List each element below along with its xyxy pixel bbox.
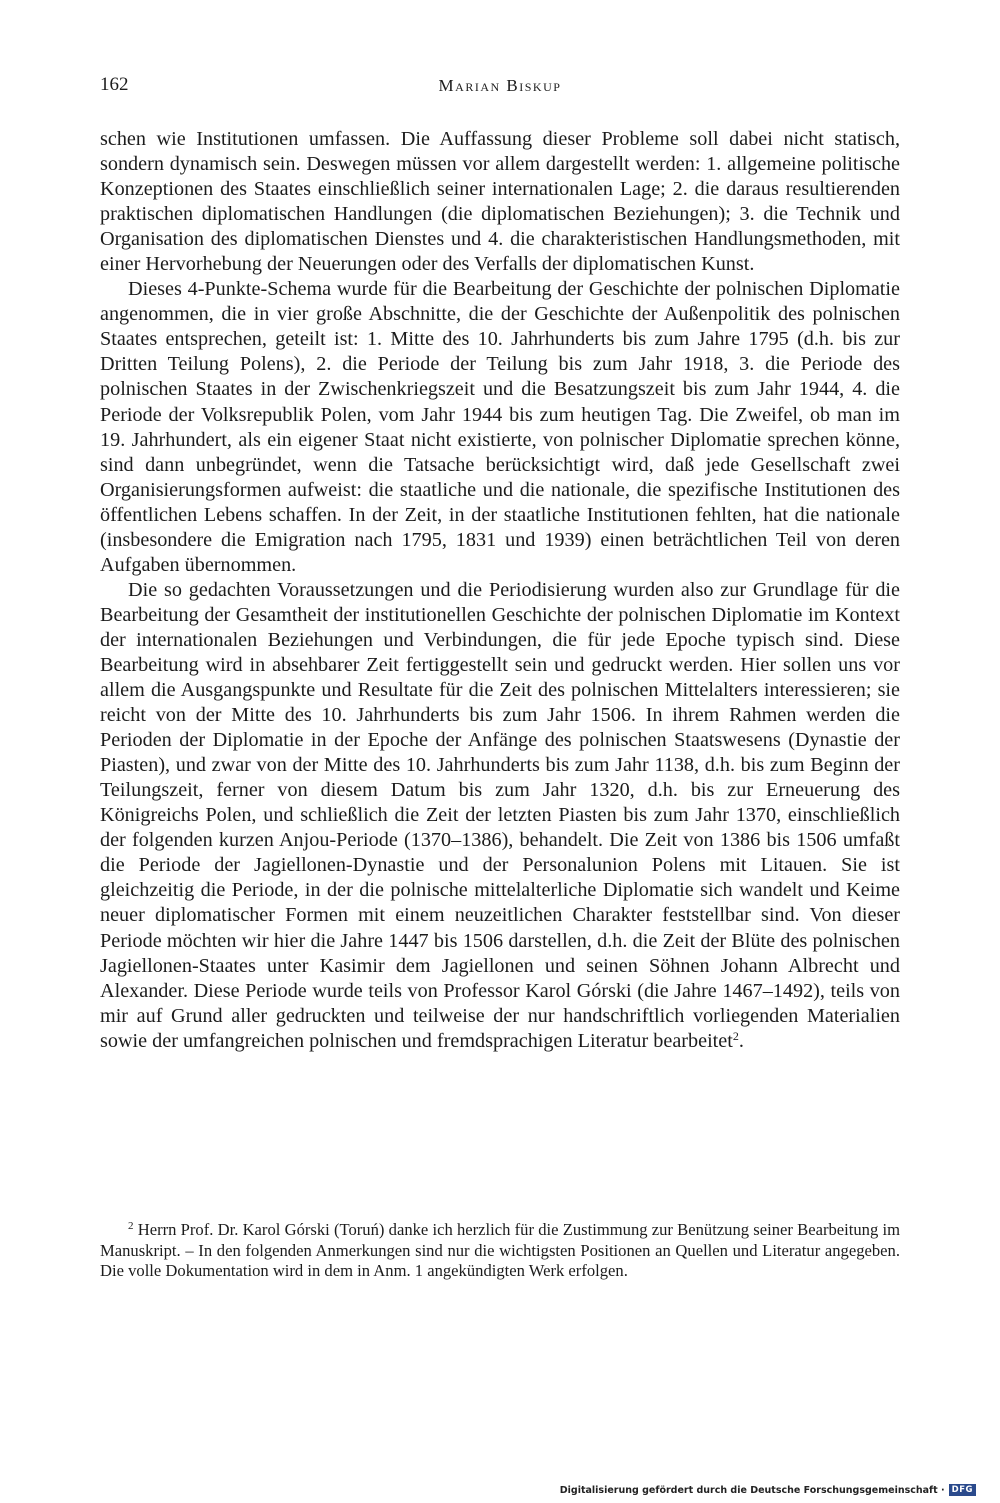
body-text bbox=[100, 127, 900, 1054]
footnote-reference: 2 bbox=[732, 1028, 739, 1043]
paragraph-2: Dieses 4-Punkte-Schema wurde für die Bearbeitung der Geschichte der polnischen Diplomatie angenommen, die in vier große Abschnitte, die der Geschichte der Außenpolitik des polnischen Staates entsprechen, geteilt ist: 1. Mitte des 10. Jahrhunderts bis zum Jahre 1795 (d.h. bis zur Dritten Teilung Polens), 2. die Periode der Teilung bis zum Jahr 1918, 3. die Periode des polnischen Staates in der Zwischenkriegszeit und die Besatzungszeit bis zum Jahr 1944, 4. die Periode der Volksrepublik Polen, vom Jahr 1944 bis zum heutigen Tag. Die Zweifel, ob man im 19. Jahrhundert, als ein eigener Staat nicht existierte, von polnischer Diplomatie sprechen könne, sind dann unbegründet, wenn die Tatsache berücksichtigt wird, daß jede Gesellschaft zwei Organisierungsformen aufweist: die staatliche und die nationale, die spezifische Institutionen des öffentlichen Lebens schaffen. In der Zeit, in der staatliche Institutionen fehlten, hat die nationale (insbesondere die Emigration nach 1795, 1831 und 1939) einen beträchtlichen Teil von deren Aufgaben übernommen. bbox=[100, 278, 900, 576]
page-number: 162 bbox=[100, 74, 129, 95]
paragraph-1: schen wie Institutionen umfassen. Die Auffassung dieser Probleme soll dabei nicht statisch, sondern dynamisch sein. Deswegen müssen vor allem dargestellt werden: 1. allgemeine politische Konzeptionen des Staates einschließlich seiner internationalen Lage; 2. die daraus resultierenden praktischen diplomatischen Handlungen (die diplomatischen Beziehungen); 3. die Technik und Organisation des diplomatischen Dienstes und 4. die charakteristischen Handlungsmethoden, mit einer Hervorhebung der Neuerungen oder des Verfalls der diplomatischen Kunst. bbox=[100, 128, 900, 276]
paragraph-3: Die so gedachten Voraussetzungen und die Periodisierung wurden also zur Grundlage für die Bearbeitung der Gesamtheit der institutionellen Geschichte der polnischen Diplomatie im Kontext der internationalen Beziehungen und Verbindungen, die für jede Epoche typisch sind. Diese Bearbeitung wird in absehbarer Zeit fertiggestellt sein und gedruckt werden. Hier sollen uns vor allem die Ausgangspunkte und Resultate für die Zeit des polnischen Mittelalters interessieren; sie reicht von der Mitte des 10. Jahrhunderts bis zum Jahr 1506. In ihrem Rahmen werden die Perioden der Diplomatie in der Epoche der Anfänge des polnischen Staatswesens (Dynastie der Piasten), und zwar von der Mitte des 10. Jahrhunderts bis zum Jahr 1138, d.h. bis zum Beginn der Teilungszeit, ferner von diesem Datum bis zum Jahr 1320, d.h. bis zur Erneuerung des Königreichs Polen, und schließlich die Zeit der letzten Piasten bis zum Jahr 1370, einschließlich der folgenden kurzen Anjou-Periode (1370–1386), behandelt. Die Zeit von 1386 bis 1506 umfaßt die Periode der Jagiellonen-Dynastie und der Personalunion Polens mit Litauen. Sie ist gleichzeitig die Periode, in der die polnische mittelalterliche Diplomatie sich wandelt und Keime neuer diplomatischer Formen mit einem neuzeitlichen Charakter feststellbar sind. Von dieser Periode möchten wir hier die Jahre 1447 bis 1506 darstellen, d.h. die Zeit der Blüte des polnischen Jagiellonen-Staates unter Kasimir dem Jagiellonen und seinen Söhnen Johann Albrecht und Alexander. Diese Periode wurde teils von Professor Karol Górski (die Jahre 1467–1492), teils von mir auf Grund aller gedruckten und teilweise der nur handschriftlich vorliegenden Materialien sowie der umfangreichen polnischen und fremdsprachigen Literatur bearbeitet$^2$. bbox=[100, 578, 900, 1052]
running-head-author: Marian Biskup bbox=[438, 76, 562, 95]
dfg-logo-icon: DFG bbox=[949, 1484, 976, 1496]
footnote bbox=[100, 1220, 900, 1282]
paragraph-3-text: Die so gedachten Voraussetzungen und die Periodisierung wurden also zur Grundlage für die Bearbeitung der Gesamtheit der institutionellen Geschichte der polnischen Diplomatie im Kontext der internationalen Beziehungen und Verbindungen, die für jede Epoche typisch sind. Diese Bearbeitung wird in absehbarer Zeit fertiggestellt sein und gedruckt werden. Hier sollen uns vor allem die Ausgangspunkte und Resultate für die Zeit des polnischen Mittelalters interessieren; sie reicht von der Mitte des 10. Jahrhunderts bis zum Jahr 1506. In ihrem Rahmen werden die Perioden der Diplomatie in der Epoche der Anfänge des polnischen Staatswesens (Dynastie der Piasten), und zwar von der Mitte des 10. Jahrhunderts bis zum Jahr 1138, d.h. bis zum Beginn der Teilungszeit, ferner von diesem Datum bis zum Jahr 1320, d.h. bis zur Erneuerung des Königreichs Polen, und schließlich die Zeit der letzten Piasten bis zum Jahr 1370, einschließlich der folgenden kurzen Anjou-Periode (1370–1386), behandelt. Die Zeit von 1386 bis 1506 umfaßt die Periode der Jagiellonen-Dynastie und der Personalunion Polens mit Litauen. Sie ist gleichzeitig die Periode, in der die polnische mittelalterliche Diplomatie sich wandelt und Keime neuer diplomatischer Formen mit einem neuzeitlichen Charakter feststellbar sind. Von dieser Periode möchten wir hier die Jahre 1447 bis 1506 darstellen, d.h. die Zeit der Blüte des polnischen Jagiellonen-Staates unter Kasimir dem Jagiellonen und seinen Söhnen Johann Albrecht und Alexander. Diese Periode wurde teils von Professor Karol Górski (die Jahre 1467–1492), teils von mir auf Grund aller gedruckten und teilweise der nur handschriftlich vorliegenden Materialien sowie der umfangreichen polnischen und fremdsprachigen Literatur bearbeitet bbox=[100, 578, 900, 1052]
digitization-credit bbox=[560, 1483, 976, 1497]
footnote-marker: 2 bbox=[128, 1220, 134, 1232]
credit-text: Digitalisierung gefördert durch die Deutsche Forschungsgemeinschaft · bbox=[559, 1484, 945, 1496]
footnote-text: Herrn Prof. Dr. Karol Górski (Toruń) danke ich herzlich für die Zustimmung zur Benützung seiner Bearbeitung im Manuskript. – In den folgenden Anmerkungen sind nur die wichtigsten Positionen an Quellen und Literatur angegeben. Die volle Dokumentation wird in dem in Anm. 1 angekündigten Werk erfolgen. bbox=[100, 1220, 900, 1280]
page-header bbox=[100, 74, 900, 104]
